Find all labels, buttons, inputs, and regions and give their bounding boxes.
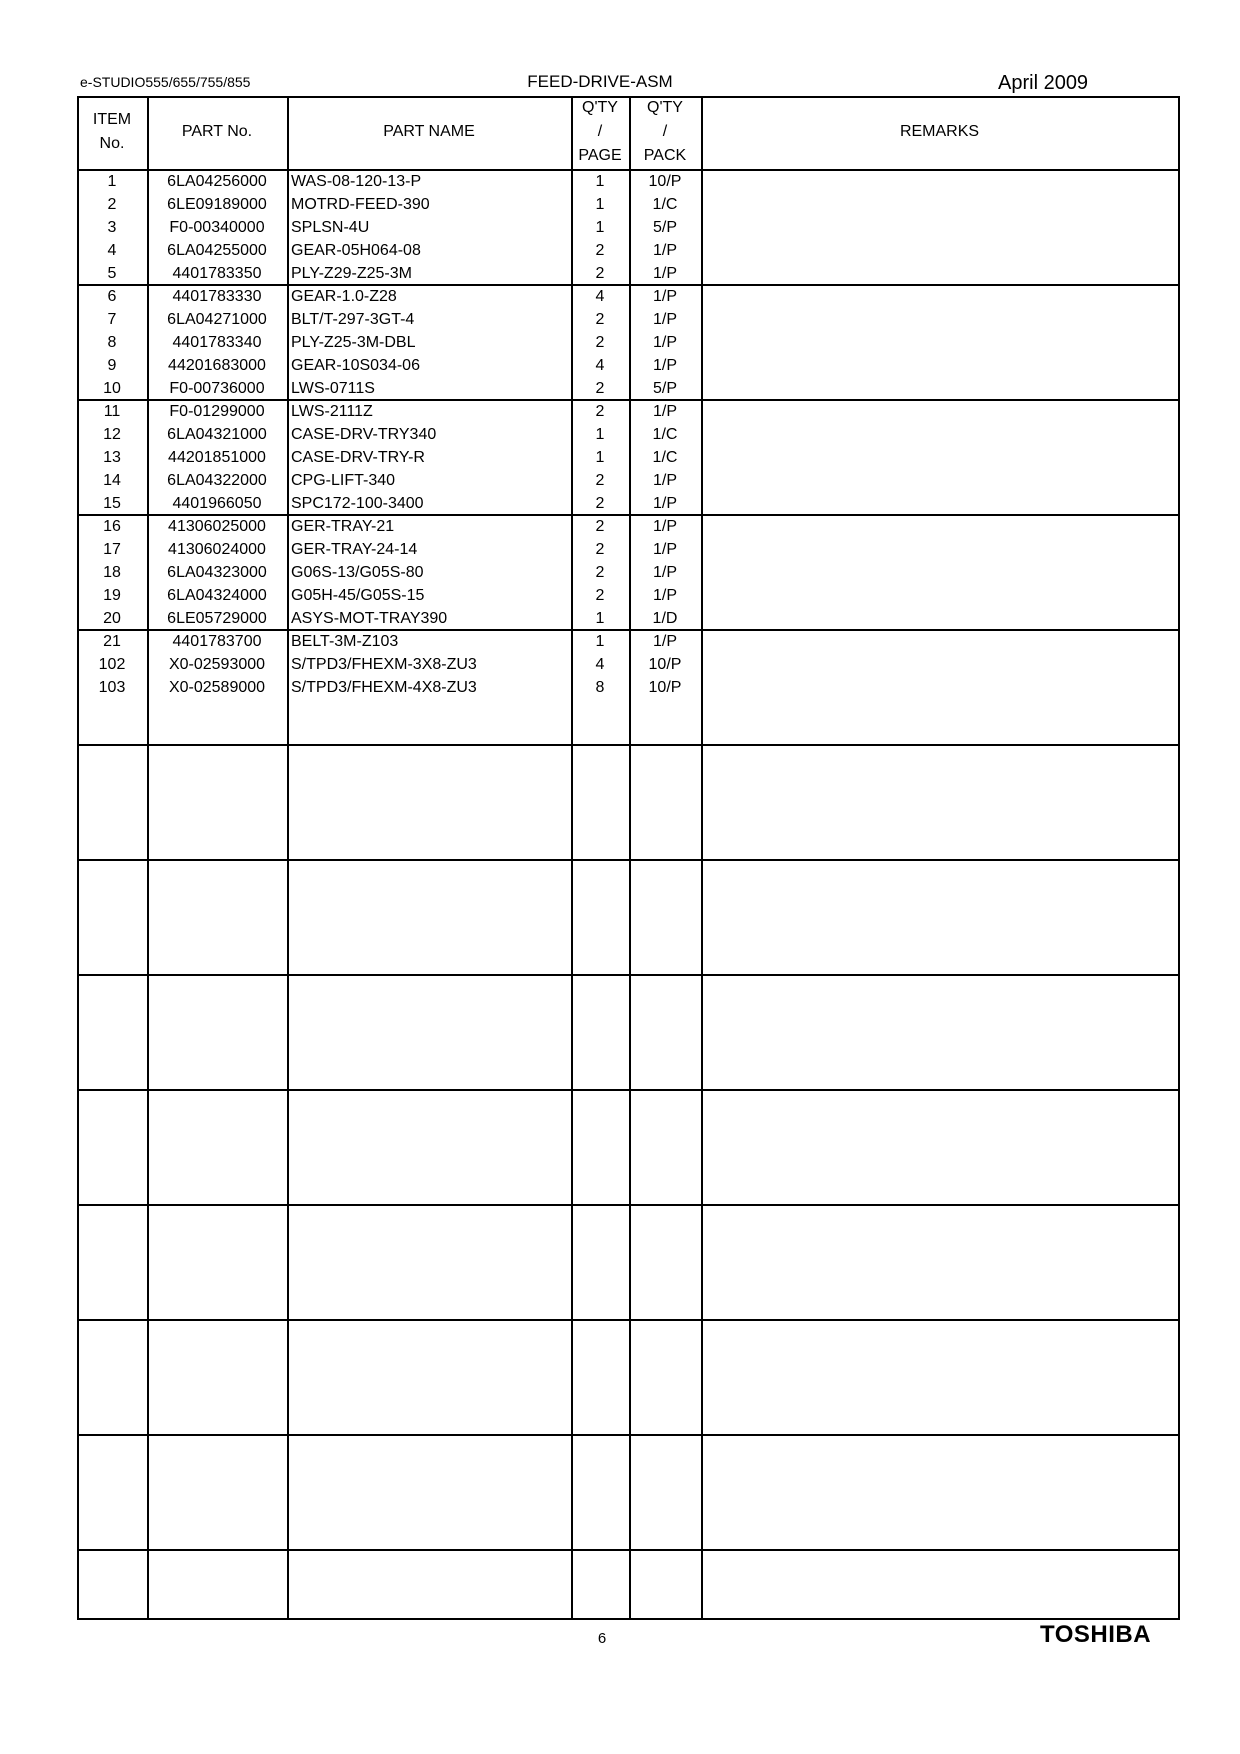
qty-per-page: 1 bbox=[595, 219, 605, 236]
table-row bbox=[77, 561, 1180, 584]
table-row bbox=[77, 193, 1180, 216]
part-name: GEAR-1.0-Z28 bbox=[291, 288, 397, 305]
part-number: 6LA04324000 bbox=[167, 587, 267, 604]
model-label: e-STUDIO555/655/755/855 bbox=[80, 74, 251, 90]
qty-per-page: 2 bbox=[595, 495, 605, 512]
part-number: 6LA04323000 bbox=[167, 564, 267, 581]
part-number: 4401783340 bbox=[172, 334, 262, 351]
part-name: GEAR-10S034-06 bbox=[291, 357, 420, 374]
part-name: G05H-45/G05S-15 bbox=[291, 587, 425, 604]
group-divider bbox=[77, 744, 1180, 746]
item-number: 3 bbox=[107, 219, 117, 236]
header-remarks: REMARKS bbox=[899, 123, 980, 140]
header-part-no: PART No. bbox=[181, 123, 253, 140]
qty-per-page: 1 bbox=[595, 610, 605, 627]
item-number: 102 bbox=[98, 656, 126, 673]
qty-per-page: 1 bbox=[595, 449, 605, 466]
part-number: 6LA04271000 bbox=[167, 311, 267, 328]
part-number: 6LA04321000 bbox=[167, 426, 267, 443]
header-qty-pack: Q'TY / PACK bbox=[643, 99, 687, 164]
table-row bbox=[77, 262, 1180, 285]
part-number: 41306024000 bbox=[168, 541, 266, 558]
qty-per-page: 2 bbox=[595, 472, 605, 489]
qty-per-pack: 1/D bbox=[652, 610, 678, 627]
qty-per-page: 2 bbox=[595, 311, 605, 328]
header-qty-page: Q'TY / PAGE bbox=[578, 99, 622, 164]
item-number: 19 bbox=[103, 587, 121, 604]
item-number: 21 bbox=[103, 633, 121, 650]
table-row bbox=[77, 331, 1180, 354]
part-number: 44201683000 bbox=[168, 357, 266, 374]
table-row bbox=[77, 377, 1180, 400]
qty-per-page: 4 bbox=[595, 656, 605, 673]
item-number: 10 bbox=[103, 380, 121, 397]
item-number: 11 bbox=[103, 403, 121, 420]
item-number: 2 bbox=[107, 196, 117, 213]
table-row bbox=[77, 515, 1180, 538]
qty-per-page: 1 bbox=[595, 633, 605, 650]
part-number: F0-01299000 bbox=[169, 403, 265, 420]
qty-per-pack: 5/P bbox=[652, 380, 677, 397]
table-row bbox=[77, 538, 1180, 561]
qty-per-page: 1 bbox=[595, 173, 605, 190]
part-number: F0-00736000 bbox=[169, 380, 265, 397]
qty-per-pack: 1/C bbox=[652, 426, 678, 443]
qty-per-pack: 1/P bbox=[652, 357, 677, 374]
part-name: BLT/T-297-3GT-4 bbox=[291, 311, 415, 328]
table-row bbox=[77, 354, 1180, 377]
part-number: 6LA04322000 bbox=[167, 472, 267, 489]
group-divider bbox=[77, 974, 1180, 976]
item-number: 6 bbox=[107, 288, 117, 305]
qty-per-page: 2 bbox=[595, 518, 605, 535]
item-number: 20 bbox=[103, 610, 121, 627]
item-number: 1 bbox=[107, 173, 117, 190]
item-number: 5 bbox=[107, 265, 117, 282]
qty-per-page: 2 bbox=[595, 242, 605, 259]
date-label: April 2009 bbox=[998, 72, 1089, 94]
item-number: 103 bbox=[98, 679, 126, 696]
item-number: 15 bbox=[103, 495, 121, 512]
item-number: 7 bbox=[107, 311, 117, 328]
qty-per-pack: 1/P bbox=[652, 403, 677, 420]
qty-per-pack: 10/P bbox=[648, 656, 682, 673]
part-name: G06S-13/G05S-80 bbox=[291, 564, 424, 581]
qty-per-page: 1 bbox=[595, 426, 605, 443]
part-number: X0-02593000 bbox=[168, 656, 266, 673]
item-number: 16 bbox=[103, 518, 121, 535]
part-number: 4401783350 bbox=[172, 265, 262, 282]
qty-per-page: 2 bbox=[595, 334, 605, 351]
part-name: PLY-Z25-3M-DBL bbox=[291, 334, 416, 351]
part-name: CPG-LIFT-340 bbox=[291, 472, 396, 489]
part-name: LWS-2111Z bbox=[291, 403, 373, 420]
table-row bbox=[77, 469, 1180, 492]
table-row bbox=[77, 308, 1180, 331]
section-title: FEED-DRIVE-ASM bbox=[527, 72, 673, 91]
item-number: 18 bbox=[103, 564, 121, 581]
part-number: 6LA04256000 bbox=[167, 173, 267, 190]
qty-per-pack: 1/P bbox=[652, 541, 677, 558]
qty-per-page: 4 bbox=[595, 357, 605, 374]
qty-per-page: 2 bbox=[595, 380, 605, 397]
part-name: SPC172-100-3400 bbox=[291, 495, 424, 512]
part-name: GER-TRAY-21 bbox=[291, 518, 395, 535]
parts-table bbox=[77, 96, 1180, 1620]
qty-per-pack: 1/C bbox=[652, 196, 678, 213]
part-name: WAS-08-120-13-P bbox=[291, 173, 422, 190]
item-number: 14 bbox=[103, 472, 121, 489]
qty-per-pack: 5/P bbox=[652, 219, 677, 236]
qty-per-pack: 1/C bbox=[652, 449, 678, 466]
item-number: 12 bbox=[103, 426, 121, 443]
qty-per-pack: 1/P bbox=[652, 334, 677, 351]
table-row bbox=[77, 400, 1180, 423]
group-divider bbox=[77, 1204, 1180, 1206]
part-number: 6LE09189000 bbox=[167, 196, 267, 213]
table-row bbox=[77, 653, 1180, 676]
qty-per-pack: 1/P bbox=[652, 518, 677, 535]
part-name: CASE-DRV-TRY340 bbox=[291, 426, 437, 443]
qty-per-page: 1 bbox=[595, 196, 605, 213]
qty-per-pack: 1/P bbox=[652, 587, 677, 604]
part-number: 44201851000 bbox=[168, 449, 266, 466]
part-name: S/TPD3/FHEXM-3X8-ZU3 bbox=[291, 656, 477, 673]
qty-per-page: 4 bbox=[595, 288, 605, 305]
item-number: 17 bbox=[103, 541, 121, 558]
table-border-bottom bbox=[77, 1618, 1180, 1620]
part-name: S/TPD3/FHEXM-4X8-ZU3 bbox=[291, 679, 477, 696]
part-name: CASE-DRV-TRY-R bbox=[291, 449, 425, 466]
item-number: 9 bbox=[107, 357, 117, 374]
part-number: X0-02589000 bbox=[168, 679, 266, 696]
group-divider bbox=[77, 859, 1180, 861]
item-number: 13 bbox=[103, 449, 121, 466]
part-number: 4401783330 bbox=[172, 288, 262, 305]
qty-per-pack: 1/P bbox=[652, 495, 677, 512]
group-divider bbox=[77, 1549, 1180, 1551]
qty-per-pack: 1/P bbox=[652, 242, 677, 259]
part-name: GER-TRAY-24-14 bbox=[291, 541, 418, 558]
header-item-no: ITEM No. bbox=[92, 111, 132, 152]
qty-per-page: 2 bbox=[595, 541, 605, 558]
page-number: 6 bbox=[597, 1630, 607, 1647]
part-name: GEAR-05H064-08 bbox=[291, 242, 421, 259]
table-row bbox=[77, 285, 1180, 308]
group-divider bbox=[77, 1089, 1180, 1091]
brand-logo: TOSHIBA bbox=[1040, 1621, 1152, 1648]
table-row bbox=[77, 446, 1180, 469]
qty-per-pack: 1/P bbox=[652, 265, 677, 282]
qty-per-pack: 1/P bbox=[652, 633, 677, 650]
qty-per-page: 2 bbox=[595, 587, 605, 604]
table-row bbox=[77, 584, 1180, 607]
table-row bbox=[77, 630, 1180, 653]
group-divider bbox=[77, 1319, 1180, 1321]
part-name: LWS-0711S bbox=[291, 380, 375, 397]
table-row bbox=[77, 607, 1180, 630]
part-number: 4401966050 bbox=[172, 495, 262, 512]
qty-per-page: 2 bbox=[595, 564, 605, 581]
part-number: 6LE05729000 bbox=[167, 610, 267, 627]
item-number: 4 bbox=[107, 242, 117, 259]
part-name: SPLSN-4U bbox=[291, 219, 370, 236]
header-part-name: PART NAME bbox=[383, 123, 475, 140]
part-number: 6LA04255000 bbox=[167, 242, 267, 259]
qty-per-pack: 1/P bbox=[652, 311, 677, 328]
table-row bbox=[77, 170, 1180, 193]
table-row bbox=[77, 216, 1180, 239]
part-number: 4401783700 bbox=[172, 633, 262, 650]
table-row bbox=[77, 423, 1180, 446]
part-name: PLY-Z29-Z25-3M bbox=[291, 265, 412, 282]
item-number: 8 bbox=[107, 334, 117, 351]
qty-per-pack: 1/P bbox=[652, 472, 677, 489]
qty-per-page: 8 bbox=[595, 679, 605, 696]
qty-per-page: 2 bbox=[595, 403, 605, 420]
qty-per-pack: 1/P bbox=[652, 564, 677, 581]
part-number: F0-00340000 bbox=[169, 219, 265, 236]
table-row bbox=[77, 239, 1180, 262]
table-row bbox=[77, 676, 1180, 699]
part-name: MOTRD-FEED-390 bbox=[291, 196, 430, 213]
qty-per-pack: 10/P bbox=[648, 679, 682, 696]
part-name: ASYS-MOT-TRAY390 bbox=[291, 610, 448, 627]
table-row bbox=[77, 492, 1180, 515]
part-name: BELT-3M-Z103 bbox=[291, 633, 399, 650]
qty-per-pack: 1/P bbox=[652, 288, 677, 305]
part-number: 41306025000 bbox=[168, 518, 266, 535]
qty-per-page: 2 bbox=[595, 265, 605, 282]
qty-per-pack: 10/P bbox=[648, 173, 682, 190]
group-divider bbox=[77, 1434, 1180, 1436]
